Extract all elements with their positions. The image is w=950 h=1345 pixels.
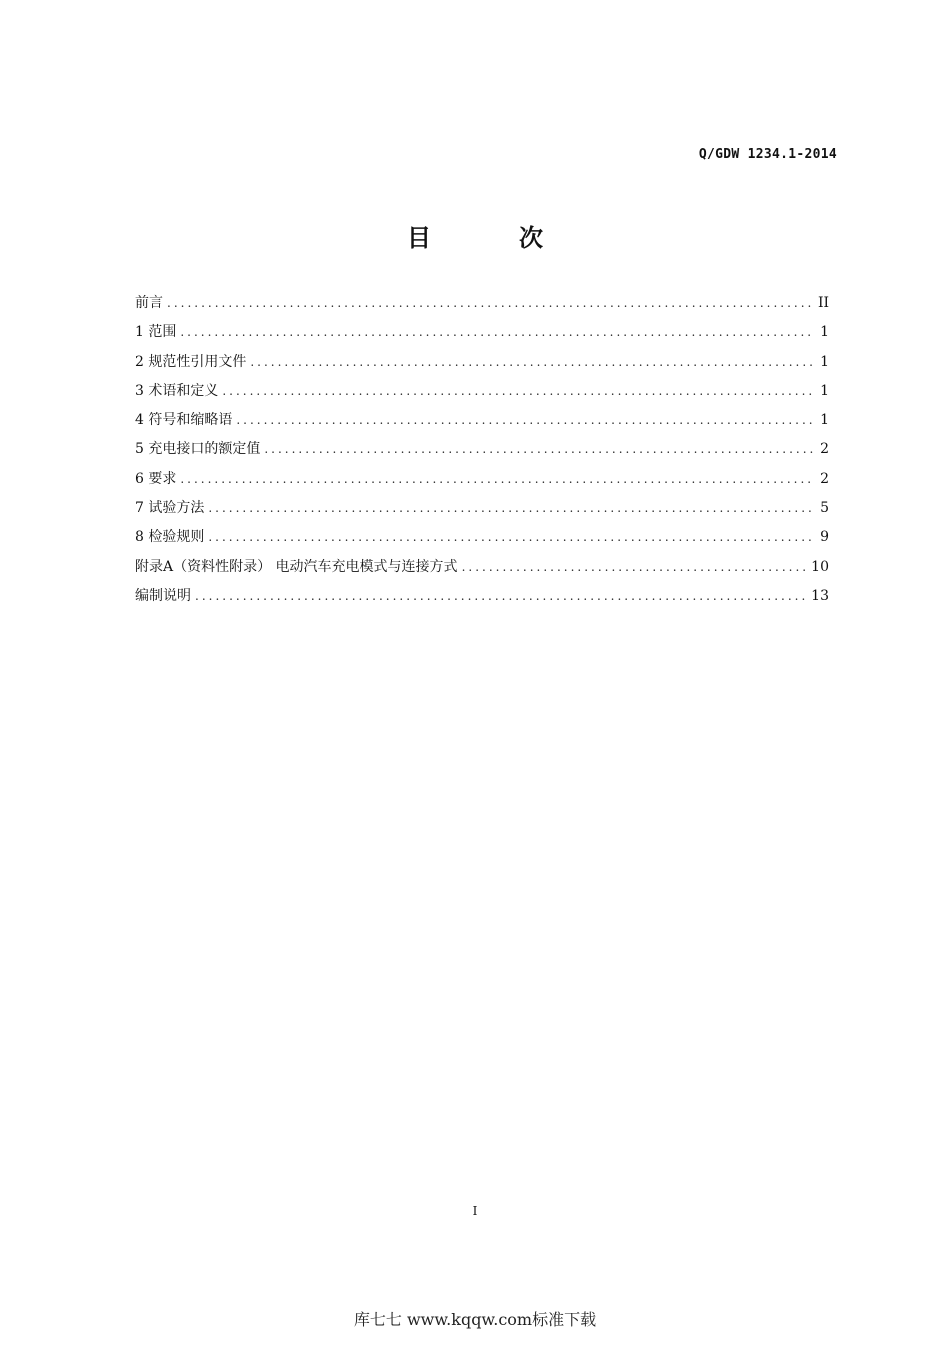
toc-entry-test-methods[interactable] bbox=[135, 497, 829, 526]
toc-leader-dots bbox=[208, 497, 813, 519]
toc-entry-normative-references[interactable] bbox=[135, 351, 829, 380]
toc-entry-page: 13 bbox=[811, 587, 829, 604]
toc-entry-label: 7 试验方法 bbox=[135, 500, 205, 517]
toc-leader-dots bbox=[236, 409, 813, 431]
toc-entry-page: 1 bbox=[820, 382, 829, 399]
toc-leader-dots bbox=[462, 556, 806, 578]
toc-leader-dots bbox=[264, 438, 813, 460]
toc-entry-page: 2 bbox=[820, 441, 829, 458]
toc-entry-preface[interactable] bbox=[135, 292, 829, 321]
footer-credit: 库七七 www.kqqw.com标准下载 bbox=[353, 1310, 597, 1329]
toc-entry-page: 5 bbox=[820, 500, 829, 517]
toc-entry-scope[interactable] bbox=[135, 321, 829, 350]
toc-leader-dots bbox=[180, 321, 813, 343]
toc-title bbox=[0, 218, 950, 253]
toc-entry-requirements[interactable] bbox=[135, 468, 829, 497]
toc-entry-label: 附录A（资料性附录） 电动汽车充电模式与连接方式 bbox=[135, 558, 458, 575]
toc-list bbox=[135, 292, 829, 614]
toc-entry-page: 1 bbox=[820, 324, 829, 341]
toc-entry-label: 3 术语和定义 bbox=[135, 382, 219, 399]
toc-entry-page: II bbox=[817, 295, 829, 311]
toc-leader-dots bbox=[222, 380, 813, 402]
toc-entry-label: 1 范围 bbox=[135, 324, 177, 341]
toc-leader-dots bbox=[167, 292, 812, 314]
page-number: I bbox=[472, 1204, 478, 1218]
toc-title-char-1: 目 bbox=[407, 224, 431, 252]
toc-entry-label: 5 充电接口的额定值 bbox=[135, 441, 261, 458]
toc-entry-label: 8 检验规则 bbox=[135, 529, 205, 546]
toc-leader-dots bbox=[180, 468, 813, 490]
toc-leader-dots bbox=[250, 351, 813, 373]
toc-leader-dots bbox=[195, 585, 805, 607]
toc-leader-dots bbox=[208, 526, 813, 548]
toc-entry-ratings[interactable] bbox=[135, 438, 829, 467]
toc-entry-page: 10 bbox=[811, 558, 829, 575]
toc-entry-label: 2 规范性引用文件 bbox=[135, 353, 247, 370]
toc-entry-explanation[interactable] bbox=[135, 585, 829, 614]
toc-entry-symbols-abbreviations[interactable] bbox=[135, 409, 829, 438]
document-code: Q/GDW 1234.1-2014 bbox=[698, 147, 837, 162]
toc-entry-inspection-rules[interactable] bbox=[135, 526, 829, 555]
toc-entry-page: 1 bbox=[820, 412, 829, 429]
toc-entry-terms-definitions[interactable] bbox=[135, 380, 829, 409]
toc-entry-label: 6 要求 bbox=[135, 470, 177, 487]
toc-entry-page: 1 bbox=[820, 353, 829, 370]
toc-entry-label: 编制说明 bbox=[135, 587, 191, 604]
toc-entry-page: 9 bbox=[820, 529, 829, 546]
toc-title-char-2: 次 bbox=[519, 224, 543, 252]
toc-entry-label: 前言 bbox=[135, 295, 163, 311]
toc-entry-page: 2 bbox=[820, 470, 829, 487]
toc-entry-label: 4 符号和缩略语 bbox=[135, 412, 233, 429]
toc-entry-appendix-a[interactable] bbox=[135, 556, 829, 585]
